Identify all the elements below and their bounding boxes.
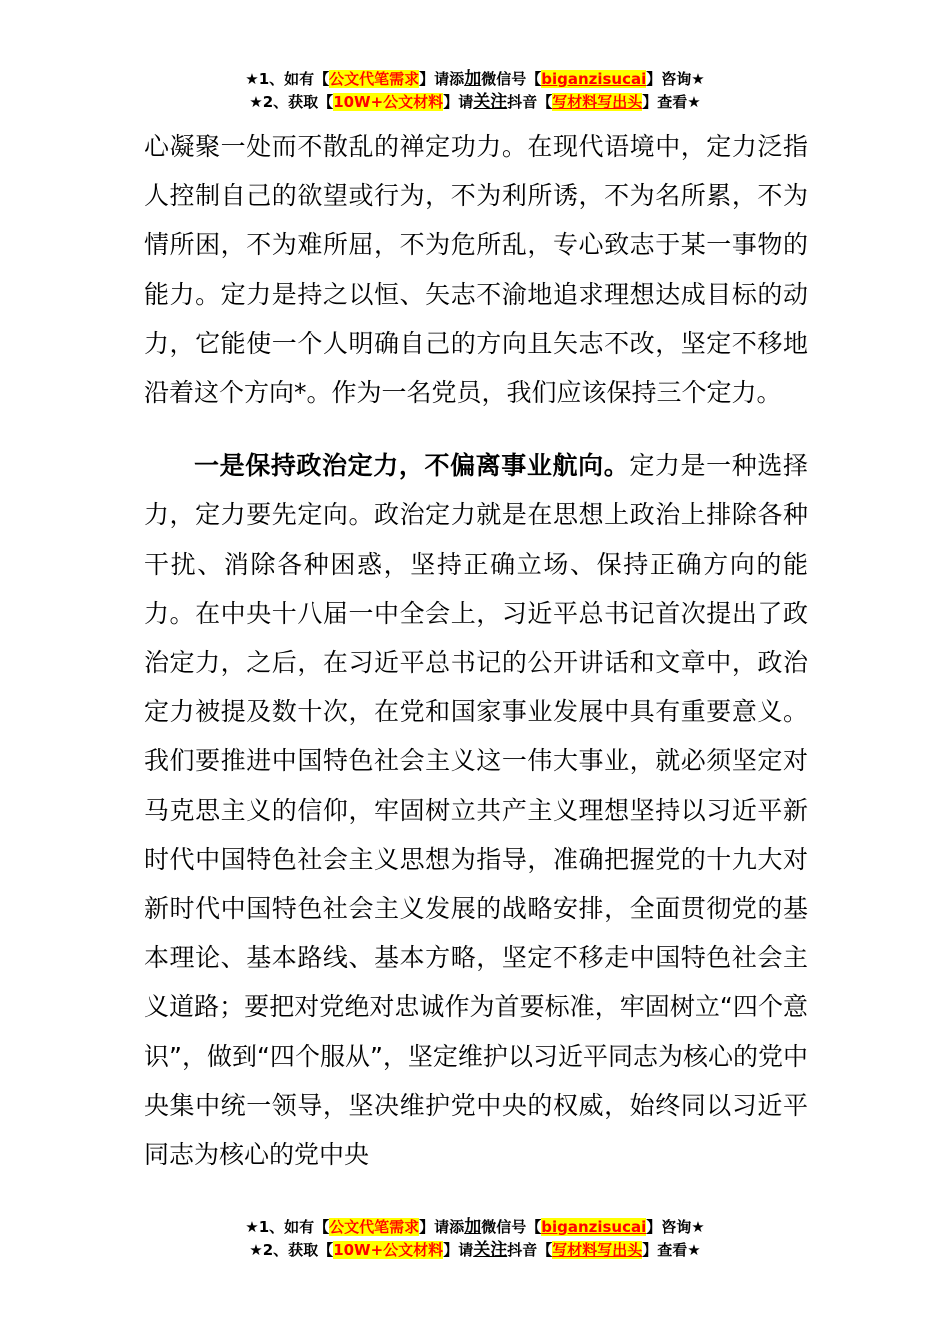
banner-text: 】咨询★ <box>646 70 705 88</box>
banner-text: 抖音【 <box>507 93 553 111</box>
banner-wechat-id: biganzisucai <box>541 70 647 88</box>
banner-text: 】咨询★ <box>646 1218 705 1236</box>
banner-douyin-id: 写材料写出头 <box>552 1241 643 1259</box>
banner-text: ★1、如有【 <box>245 70 330 88</box>
banner-text: 】请添 <box>419 1218 465 1236</box>
banner-highlight: 10W+公文材料 <box>333 1241 444 1259</box>
banner-text: ★2、获取【 <box>249 93 334 111</box>
banner-text: ★1、如有【 <box>245 1218 330 1236</box>
banner-highlight: 公文代笔需求 <box>329 1218 420 1236</box>
footer-banner <box>0 1216 950 1262</box>
banner-text: 抖音【 <box>507 1241 553 1259</box>
banner-underlined: 加 <box>464 69 482 89</box>
banner-text: 】查看★ <box>642 1241 701 1259</box>
banner-highlight: 公文代笔需求 <box>329 70 420 88</box>
banner-highlight: 10W+公文材料 <box>333 93 444 111</box>
paragraph-2-lead: 一是保持政治定力，不偏离事业航向。 <box>194 451 630 481</box>
paragraph-1: 心凝聚一处而不散乱的禅定功力。在现代语境中，定力泛指人控制自己的欲望或行为，不为利所诱，不为名所累，不为情所困，不为难所屈，不为危所乱，专心致志于某一事物的能力。定力是持之以恒、矢志不渝地追求理想达成目标的动力，它能使一个人明确自己的方向且矢志不改，坚定不移地沿着这个方向*。作为一名党员，我们应该保持三个定力。 <box>144 132 808 408</box>
banner-text: 】请 <box>443 93 474 111</box>
paragraph-2 <box>144 441 808 1179</box>
banner-text: ★2、获取【 <box>249 1241 334 1259</box>
banner-wechat-id: biganzisucai <box>541 1218 647 1236</box>
document-body <box>144 122 808 1179</box>
banner-underlined: 关注 <box>473 92 508 112</box>
banner-douyin-id: 写材料写出头 <box>552 93 643 111</box>
banner-underlined: 关注 <box>473 1240 508 1260</box>
banner-text: 微信号【 <box>481 1218 542 1236</box>
banner-text: 】请 <box>443 1241 474 1259</box>
footer-line-1 <box>0 1216 950 1239</box>
banner-text: 】请添 <box>419 70 465 88</box>
paragraph-2-text: 定力是一种选择力，定力要先定向。政治定力就是在思想上政治上排除各种干扰、消除各种困惑，坚持正确立场、保持正确方向的能力。在中央十八届一中全会上，习近平总书记首次提出了政治定力，之后，在习近平总书记的公开讲话和文章中，政治定力被提及数十次，在党和国家事业发展中具有重要意义。我们要推进中国特色社会主义这一伟大事业，就必须坚定对马克思主义的信仰，牢固树立共产主义理想坚持以习近平新时代中国特色社会主义思想为指导，准确把握党的十九大对新时代中国特色社会主义发展的战略安排，全面贯彻党的基本理论、基本路线、基本方略，坚定不移走中国特色社会主义道路；要把对党绝对忠诚作为首要标准，牢固树立“四个意识”，做到“四个服从”，坚定维护以习近平同志为核心的党中央集中统一领导，坚决维护党中央的权威，始终同以习近平同志为核心的党中央 <box>144 451 808 1170</box>
banner-text: 】查看★ <box>642 93 701 111</box>
banner-underlined: 加 <box>464 1217 482 1237</box>
banner-text: 微信号【 <box>481 70 542 88</box>
header-banner <box>0 68 950 114</box>
paragraph-gap <box>144 417 808 441</box>
banner-line-1 <box>0 68 950 91</box>
banner-line-2 <box>0 91 950 114</box>
footer-line-2 <box>0 1239 950 1262</box>
